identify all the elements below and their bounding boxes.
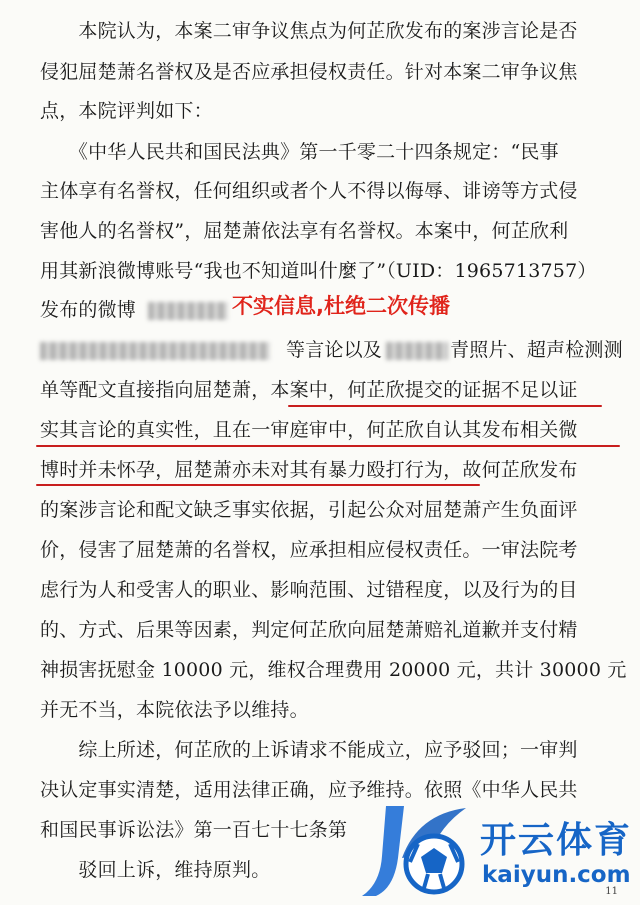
redacted-text xyxy=(148,302,228,320)
text-line-9 xyxy=(40,338,623,362)
annotation-underline xyxy=(288,405,602,407)
text-line-15: 虑行为人和受害人的职业、影响范围、过错程度，以及行为的目 xyxy=(40,579,578,601)
text-line-21: 和国民事诉讼法》第一百七十七条第 xyxy=(40,819,348,841)
text-line-14: 价，侵害了屈楚萧的名誉权，应承担相应侵权责任。一审法院考 xyxy=(40,539,578,561)
text-segment: 等言论以及 xyxy=(286,339,383,361)
disclaimer-stamp: 不实信息,杜绝二次传播 xyxy=(232,294,450,318)
page-number: 11 xyxy=(605,886,618,897)
brand-domain: kaiyun.com xyxy=(482,862,631,888)
text-line-17: 神损害抚慰金 10000 元，维权合理费用 20000 元，共计 30000 元 xyxy=(40,659,627,681)
text-line-12: 博时并未怀孕，屈楚萧亦未对其有暴力殴打行为，故何芷欣发布 xyxy=(40,459,578,481)
text-line-11: 实其言论的真实性，且在一审庭审中，何芷欣自认其发布相关微 xyxy=(40,419,578,441)
text-line-2: 侵犯屈楚萧名誉权及是否应承担侵权责任。针对本案二审争议焦 xyxy=(40,61,578,83)
text-line-13: 的案涉言论和配文缺乏事实依据，引起公众对屈楚萧产生负面评 xyxy=(40,499,578,521)
annotation-underline xyxy=(36,445,620,447)
brand-name: 开云体育 xyxy=(480,820,633,861)
text-line-7: 用其新浪微博账号“我也不知道叫什麼了”（UID：1965713757） xyxy=(40,260,597,282)
text-line-22: 驳回上诉，维持原判。 xyxy=(40,859,271,881)
text-segment: 发布的微博 xyxy=(40,299,137,321)
text-line-10: 单等配文直接指向屈楚萧，本案中，何芷欣提交的证据不足以证 xyxy=(40,379,578,401)
text-line-16: 的、方式、后果等因素，判定何芷欣向屈楚萧赔礼道歉并支付精 xyxy=(40,619,578,641)
redacted-text xyxy=(386,342,448,360)
kaiyun-logo-icon xyxy=(358,800,476,900)
text-segment: 青照片、超声检测测 xyxy=(450,339,623,361)
text-line-20: 决认定事实清楚，适用法律正确，应予维持。依照《中华人民共 xyxy=(40,779,578,801)
text-line-19: 综上所述，何芷欣的上诉请求不能成立，应予驳回；一审判 xyxy=(40,739,578,761)
watermark-logo xyxy=(358,800,640,900)
text-line-5: 主体享有名誉权，任何组织或者个人不得以侮辱、诽谤等方式侵 xyxy=(40,180,578,202)
text-line-1: 本院认为，本案二审争议焦点为何芷欣发布的案涉言论是否 xyxy=(40,20,578,42)
text-line-3: 点，本院评判如下： xyxy=(40,100,213,122)
text-line-18: 并无不当，本院依法予以维持。 xyxy=(40,699,309,721)
text-line-4: 《中华人民共和国民法典》第一千零二十四条规定：“民事 xyxy=(40,141,559,163)
text-line-6: 害他人的名誉权”，屈楚萧依法享有名誉权。本案中，何芷欣利 xyxy=(40,220,569,242)
annotation-underline xyxy=(36,484,480,486)
redacted-text xyxy=(40,342,270,360)
